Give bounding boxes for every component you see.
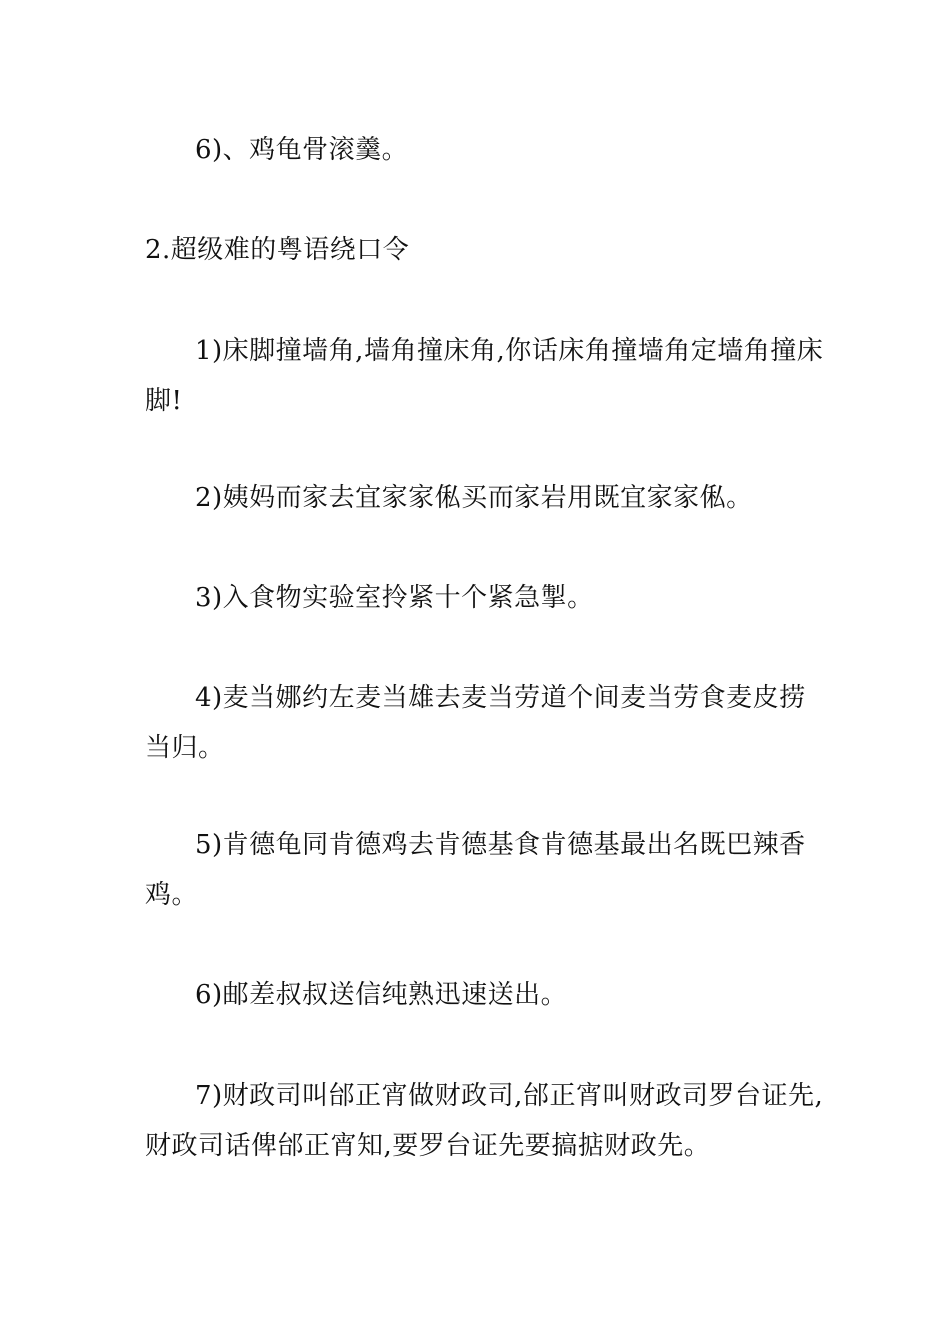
list-item: 5)肯德龟同肯德鸡去肯德基食肯德基最出名既巴辣香鸡。 — [145, 830, 806, 910]
list-item-top: 6)、鸡龟骨滚羹。 — [195, 135, 409, 165]
section-heading: 2.超级难的粤语绕口令 — [145, 235, 410, 265]
list-item: 1)床脚撞墙角,墙角撞床角,你话床角撞墙角定墙角撞床脚! — [145, 336, 824, 416]
list-item: 7)财政司叫邰正宵做财政司,邰正宵叫财政司罗台证先,财政司话俾邰正宵知,要罗台证先要搞掂财政先。 — [145, 1081, 824, 1161]
list-item: 4)麦当娜约左麦当雄去麦当劳道个间麦当劳食麦皮捞当归。 — [145, 683, 806, 763]
list-item: 6)邮差叔叔送信纯熟迅速送出。 — [195, 980, 568, 1010]
list-item: 3)入食物实验室拎紧十个紧急掣。 — [195, 583, 594, 613]
list-item: 2)姨妈而家去宜家家俬买而家岩用既宜家家俬。 — [195, 483, 753, 513]
